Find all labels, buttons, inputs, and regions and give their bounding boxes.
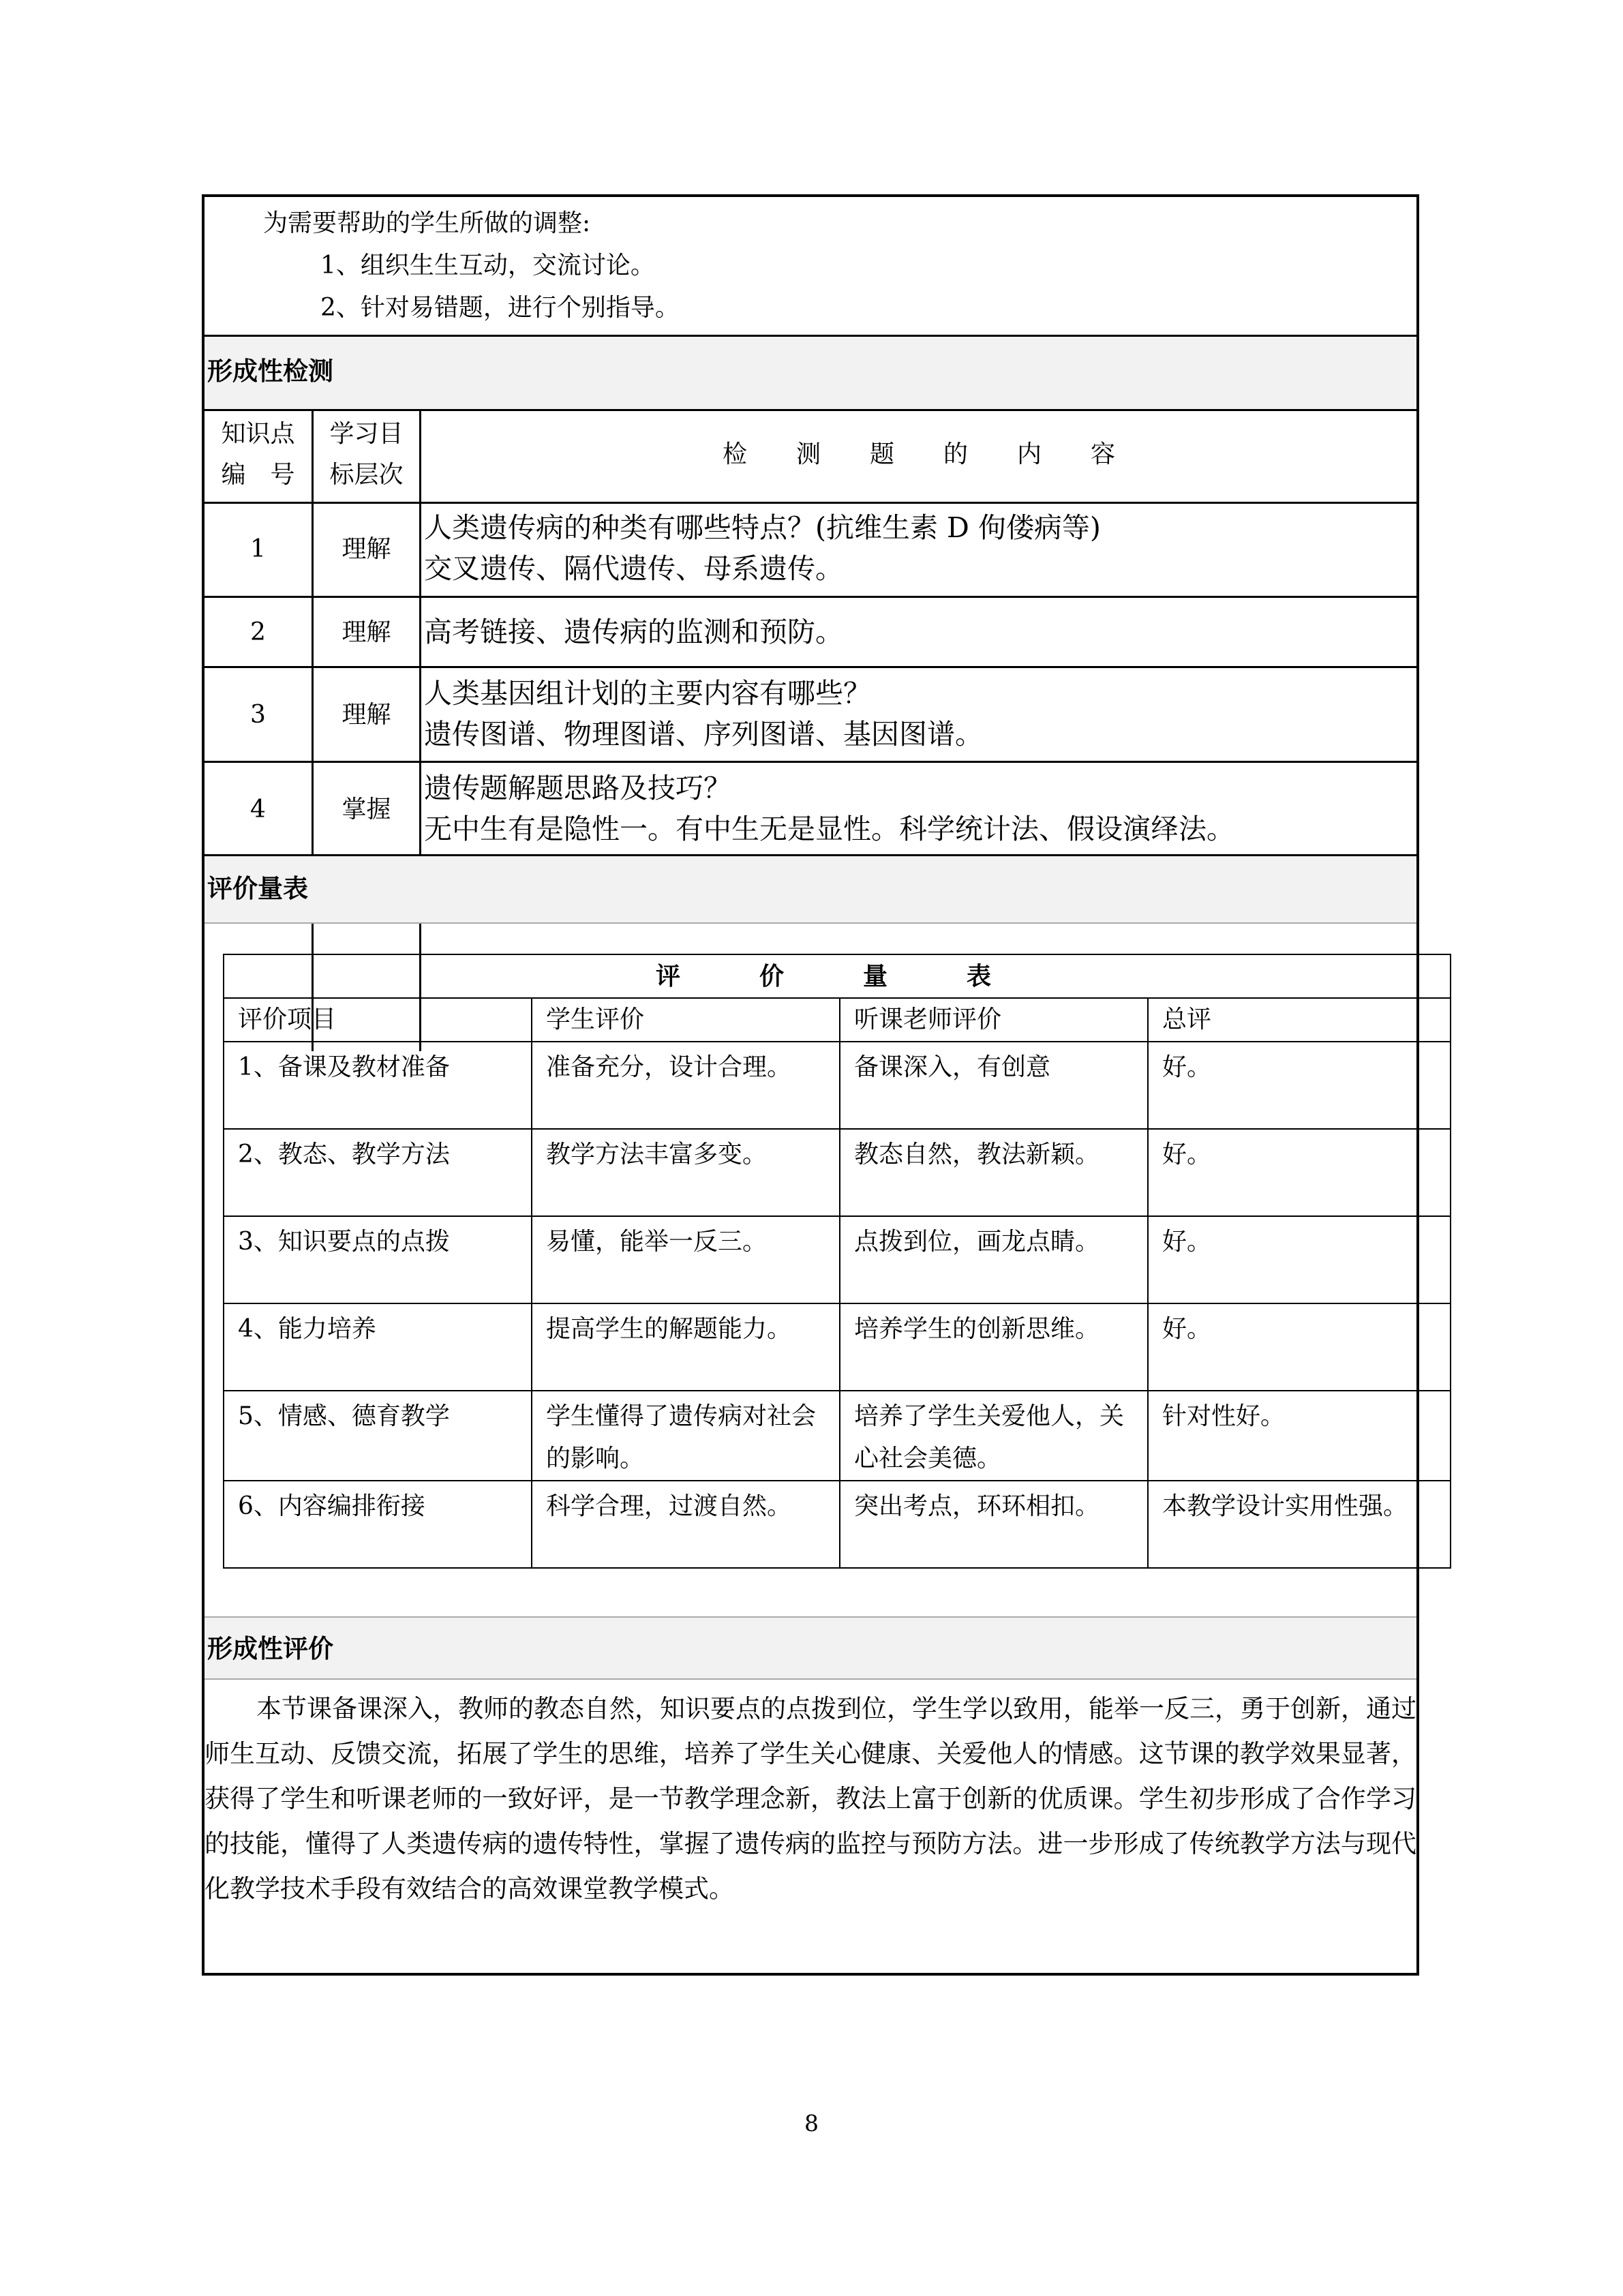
table-cell: 本教学设计实用性强。: [1148, 1481, 1451, 1568]
section-bar-scale: [204, 856, 1416, 922]
row-id: 2: [250, 618, 266, 646]
table-row-divider: [204, 761, 1416, 763]
formative-test-title: 形成性检测: [207, 357, 333, 386]
table-cell: 准备充分，设计合理。: [532, 1042, 840, 1129]
table-row-divider: [204, 666, 1416, 668]
table-row: [224, 1481, 1451, 1568]
table-cell: 2、教态、教学方法: [224, 1129, 532, 1216]
row-level: 理解: [342, 535, 391, 563]
col-header: 学生评价: [532, 998, 840, 1042]
lesson-plan-frame: [202, 194, 1419, 1976]
table-row: [224, 1216, 1451, 1303]
table-cell: 教态自然，教法新颖。: [840, 1129, 1148, 1216]
table-row: [224, 1129, 1451, 1216]
table-row-divider: [204, 596, 1416, 598]
evaluation-table: [223, 954, 1451, 1569]
col-header-level: 学习目 标层次: [329, 420, 404, 489]
table-cell: 科学合理，过渡自然。: [532, 1481, 840, 1568]
table-cell: 点拨到位，画龙点睛。: [840, 1216, 1148, 1303]
page-number: 8: [804, 2110, 819, 2136]
table-cell: 针对性好。: [1148, 1391, 1451, 1481]
section-bar-formative-test: [204, 337, 1416, 409]
row-level: 理解: [342, 618, 391, 646]
col-header: 评价项目: [224, 998, 532, 1042]
col-header: 听课老师评价: [840, 998, 1148, 1042]
divider: [204, 1678, 1416, 1680]
table-row-divider: [204, 502, 1416, 504]
table-cell: 学生懂得了遗传病对社会的影响。: [532, 1391, 840, 1481]
table-cell: 易懂，能举一反三。: [532, 1216, 840, 1303]
table-row: [224, 1391, 1451, 1481]
table-row: [224, 1303, 1451, 1391]
table-cell: 5、情感、德育教学: [224, 1391, 532, 1481]
table-cell: 提高学生的解题能力。: [532, 1303, 840, 1391]
row-id: 4: [250, 796, 266, 824]
table-cell: 好。: [1148, 1303, 1451, 1391]
scale-title: 评价量表: [207, 874, 308, 903]
table-cell: 好。: [1148, 1042, 1451, 1129]
table-cell: 备课深入，有创意: [840, 1042, 1148, 1129]
table-cell: 好。: [1148, 1129, 1451, 1216]
row-content-line: 遗传题解题思路及技巧？: [424, 772, 731, 804]
col-header-content: 检 测 题 的 内 容: [722, 440, 1115, 468]
evaluation-table-title: 评 价 量 表: [224, 954, 1451, 998]
table-cell: 4、能力培养: [224, 1303, 532, 1391]
divider: [204, 409, 1416, 411]
adjust-item-1: 1、组织生生互动，交流讨论。: [320, 252, 655, 280]
table-cell: 突出考点，环环相扣。: [840, 1481, 1148, 1568]
table-cell: 好。: [1148, 1216, 1451, 1303]
row-content-line: 人类基因组计划的主要内容有哪些？: [424, 677, 871, 710]
row-content-line: 交叉遗传、隔代遗传、母系遗传。: [424, 552, 843, 585]
col-header: 总评: [1148, 998, 1451, 1042]
row-content-line: 人类遗传病的种类有哪些特点？(抗维生素 D 佝偻病等): [424, 511, 1101, 544]
section-bar-evaluation: [204, 1618, 1416, 1678]
evaluation-paragraph: 本节课备课深入，教师的教态自然，知识要点的点拨到位，学生学以致用，能举一反三，勇于创新，通过师生互动、反馈交流，拓展了学生的思维，培养了学生关心健康、关爱他人的情感。这节课的教学效果显著，获得了学生和听课老师的一致好评，是一节教学理念新，教法上富于创新的优质课。学生初步形成了合作学习的技能，懂得了人类遗传病的遗传特性，掌握了遗传病的监控与预防方法。进一步形成了传统教学方法与现代化教学技术手段有效结合的高效课堂教学模式。: [204, 1694, 1416, 1903]
row-level: 理解: [342, 701, 391, 729]
row-content-line: 高考链接、遗传病的监测和预防。: [424, 616, 843, 648]
row-level: 掌握: [342, 796, 391, 824]
table-cell: 培养了学生关爱他人，关心社会美德。: [840, 1391, 1148, 1481]
table-cell: 6、内容编排衔接: [224, 1481, 532, 1568]
adjust-heading: 为需要帮助的学生所做的调整:: [263, 209, 591, 237]
row-id: 1: [250, 535, 266, 563]
evaluation-title: 形成性评价: [207, 1634, 333, 1663]
table-cell: 教学方法丰富多变。: [532, 1129, 840, 1216]
table-row: [224, 1042, 1451, 1129]
adjust-item-2: 2、针对易错题，进行个别指导。: [320, 294, 680, 322]
row-content-line: 遗传图谱、物理图谱、序列图谱、基因图谱。: [424, 718, 983, 751]
table-cell: 1、备课及教材准备: [224, 1042, 532, 1129]
divider: [204, 922, 1416, 924]
table-cell: 3、知识要点的点拨: [224, 1216, 532, 1303]
row-id: 3: [250, 701, 266, 729]
table-cell: 培养学生的创新思维。: [840, 1303, 1148, 1391]
col-header-id: 知识点 编 号: [221, 420, 295, 489]
row-content-line: 无中生有是隐性一。有中生无是显性。科学统计法、假设演绎法。: [424, 813, 1234, 845]
